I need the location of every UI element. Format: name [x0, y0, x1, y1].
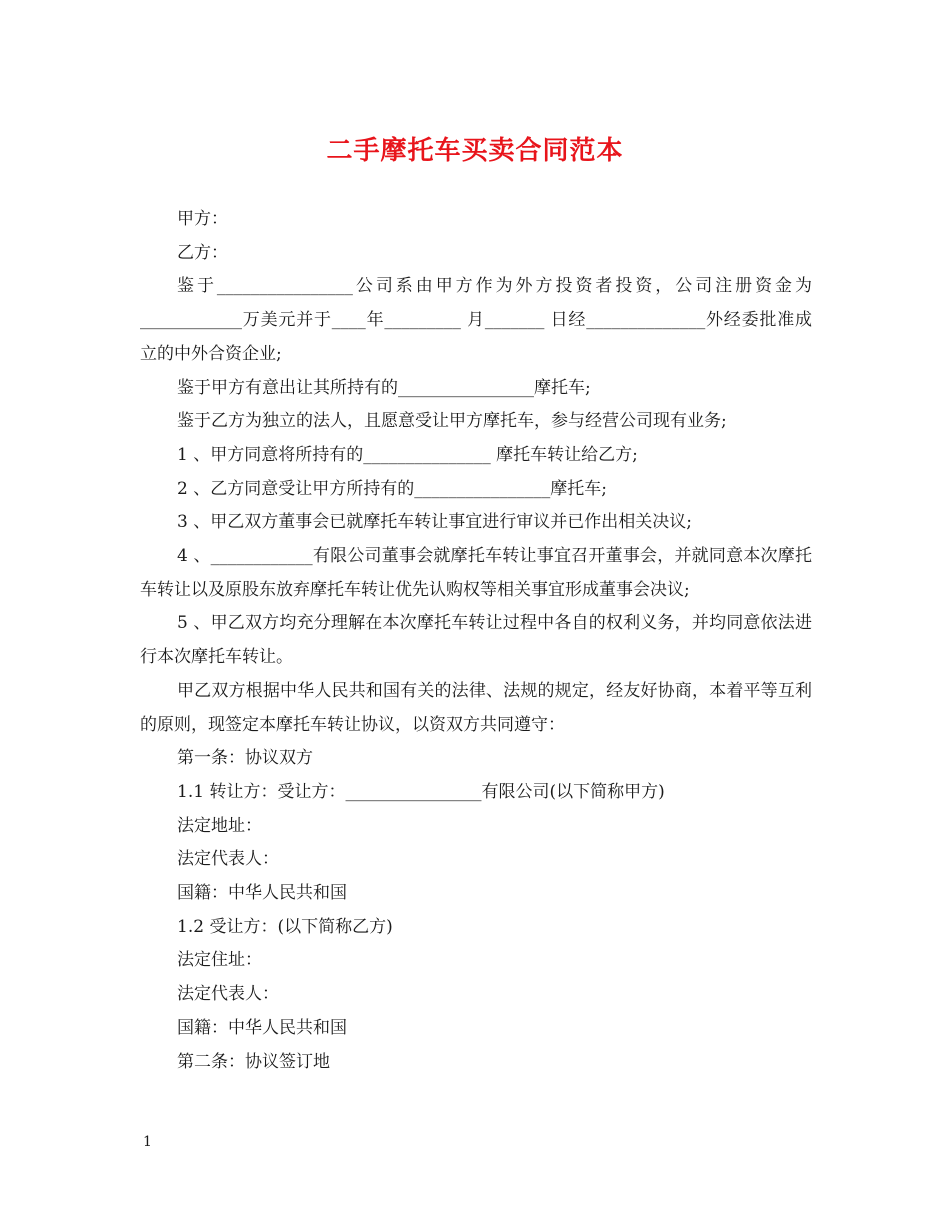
paragraph-party-a: 甲方： — [177, 209, 228, 229]
page-number: 1 — [143, 1134, 152, 1150]
paragraph-preamble: 甲乙双方根据中华人民共和国有关的法律、法规的规定，经友好协商，本着平等互利的原则，现签定本摩托车转让协议，以资双方共同遵守： — [140, 680, 812, 735]
paragraph-party-b: 乙方： — [177, 242, 228, 263]
party-b-address: 法定住址： — [177, 950, 262, 971]
clause-1-2: 1.2 受让方：(以下简称乙方) — [177, 916, 393, 937]
article-1-heading: 第一条：协议双方 — [177, 748, 313, 769]
document-title: 二手摩托车买卖合同范本 — [326, 136, 624, 166]
article-2-heading: 第二条：协议签订地 — [177, 1051, 330, 1072]
clause-1-1: 1.1 转让方：受让方：________________有限公司(以下简称甲方) — [177, 781, 665, 802]
document-body — [140, 203, 812, 1079]
party-b-representative: 法定代表人： — [177, 984, 279, 1005]
paragraph-whereas-buyer: 鉴于乙方为独立的法人，且愿意受让甲方摩托车，参与经营公司现有业务; — [177, 411, 727, 432]
paragraph-whereas-company: 鉴于________________公司系由甲方作为外方投资者投资，公司注册资金为____________万美元并于____年_________ 月_______ 日经______________外经委批准成立的中外合资企业; — [140, 276, 812, 364]
party-a-nationality: 国籍：中华人民共和国 — [177, 883, 347, 904]
paragraph-item-2: 2 、乙方同意受让甲方所持有的________________摩托车; — [177, 478, 607, 499]
paragraph-item-3: 3 、甲乙双方董事会已就摩托车转让事宜进行审议并已作出相关决议; — [177, 512, 692, 533]
paragraph-item-4: 4 、____________有限公司董事会就摩托车转让事宜召开董事会，并就同意本次摩托车转让以及原股东放弃摩托车转让优先认购权等相关事宜形成董事会决议; — [140, 546, 812, 600]
party-a-representative: 法定代表人： — [177, 849, 279, 870]
party-a-address: 法定地址： — [177, 815, 262, 836]
paragraph-item-5: 5 、甲乙双方均充分理解在本次摩托车转让过程中各自的权利义务，并均同意依法进行本次摩托车转让。 — [140, 613, 812, 668]
paragraph-whereas-transfer-intent: 鉴于甲方有意出让其所持有的________________摩托车; — [177, 377, 591, 398]
paragraph-item-1: 1 、甲方同意将所持有的_______________ 摩托车转让给乙方; — [177, 444, 638, 465]
party-b-nationality: 国籍：中华人民共和国 — [177, 1017, 347, 1038]
